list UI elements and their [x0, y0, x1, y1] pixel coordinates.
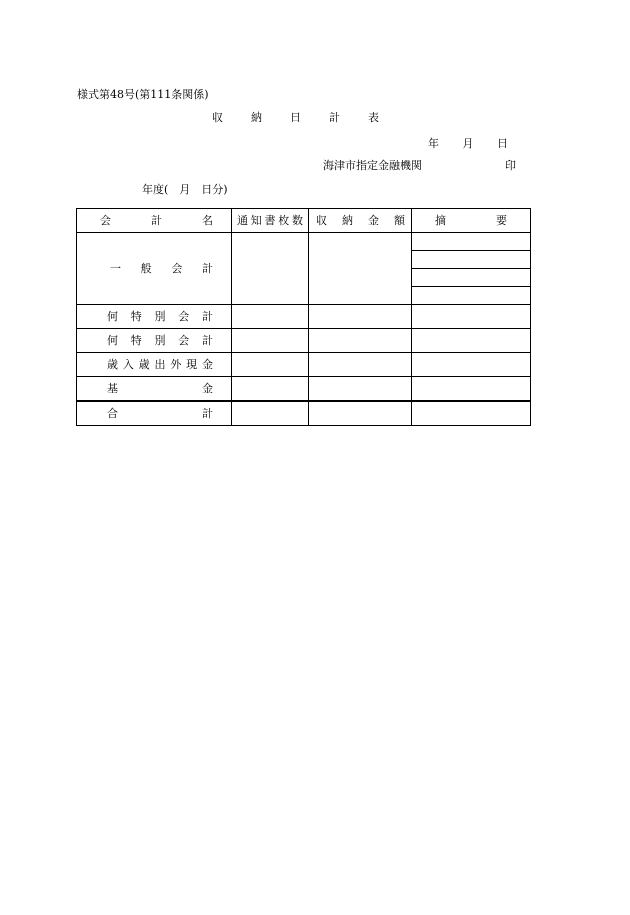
- cell-remarks[interactable]: [412, 287, 531, 305]
- cell-remarks[interactable]: [412, 377, 531, 402]
- cell-amount[interactable]: [309, 329, 412, 353]
- total-row: [77, 401, 531, 426]
- cell-remarks[interactable]: [412, 353, 531, 377]
- column-header-amount: 収納金額: [309, 209, 412, 233]
- cell-notice-count[interactable]: [232, 233, 309, 305]
- column-header-account: 会計名: [77, 209, 232, 233]
- column-header-remarks: 摘要: [412, 209, 531, 233]
- designated-bank-name: 海津市指定金融機関: [323, 159, 422, 172]
- row-label-external-cash: 歳入歳出外現金: [77, 353, 232, 377]
- cell-amount[interactable]: [309, 233, 412, 305]
- row-label-special-account: 何特別会計: [77, 329, 232, 353]
- row-label-special-account: 何特別会計: [77, 305, 232, 329]
- cell-remarks[interactable]: [412, 305, 531, 329]
- column-header-notice-count: 通知書枚数: [232, 209, 309, 233]
- cell-amount[interactable]: [309, 377, 412, 402]
- table-row: [77, 329, 531, 353]
- cell-notice-count[interactable]: [232, 353, 309, 377]
- cell-total-notice-count[interactable]: [232, 401, 309, 426]
- cell-notice-count[interactable]: [232, 377, 309, 402]
- daily-receipt-table: [76, 208, 531, 426]
- table-row: [77, 305, 531, 329]
- cell-remarks[interactable]: [412, 269, 531, 287]
- table-row: [77, 233, 531, 251]
- cell-notice-count[interactable]: [232, 329, 309, 353]
- cell-remarks[interactable]: [412, 233, 531, 251]
- table-row: [77, 353, 531, 377]
- fiscal-year-line: 年度( 月 日分): [142, 183, 228, 196]
- seal-mark: 印: [505, 159, 516, 172]
- row-label-general-account: 一般会計: [77, 233, 232, 305]
- row-label-fund: 基金: [77, 377, 232, 402]
- row-label-total: 合計: [77, 401, 232, 426]
- cell-remarks[interactable]: [412, 329, 531, 353]
- cell-amount[interactable]: [309, 305, 412, 329]
- table-row: [77, 377, 531, 402]
- date-line: 年 月 日: [428, 137, 508, 150]
- cell-amount[interactable]: [309, 353, 412, 377]
- form-number: 様式第48号(第111条関係): [77, 88, 209, 101]
- cell-total-amount[interactable]: [309, 401, 412, 426]
- cell-notice-count[interactable]: [232, 305, 309, 329]
- table-header-row: [77, 209, 531, 233]
- cell-remarks[interactable]: [412, 251, 531, 269]
- cell-total-remarks[interactable]: [412, 401, 531, 426]
- document-title: 収納日計表: [212, 111, 407, 124]
